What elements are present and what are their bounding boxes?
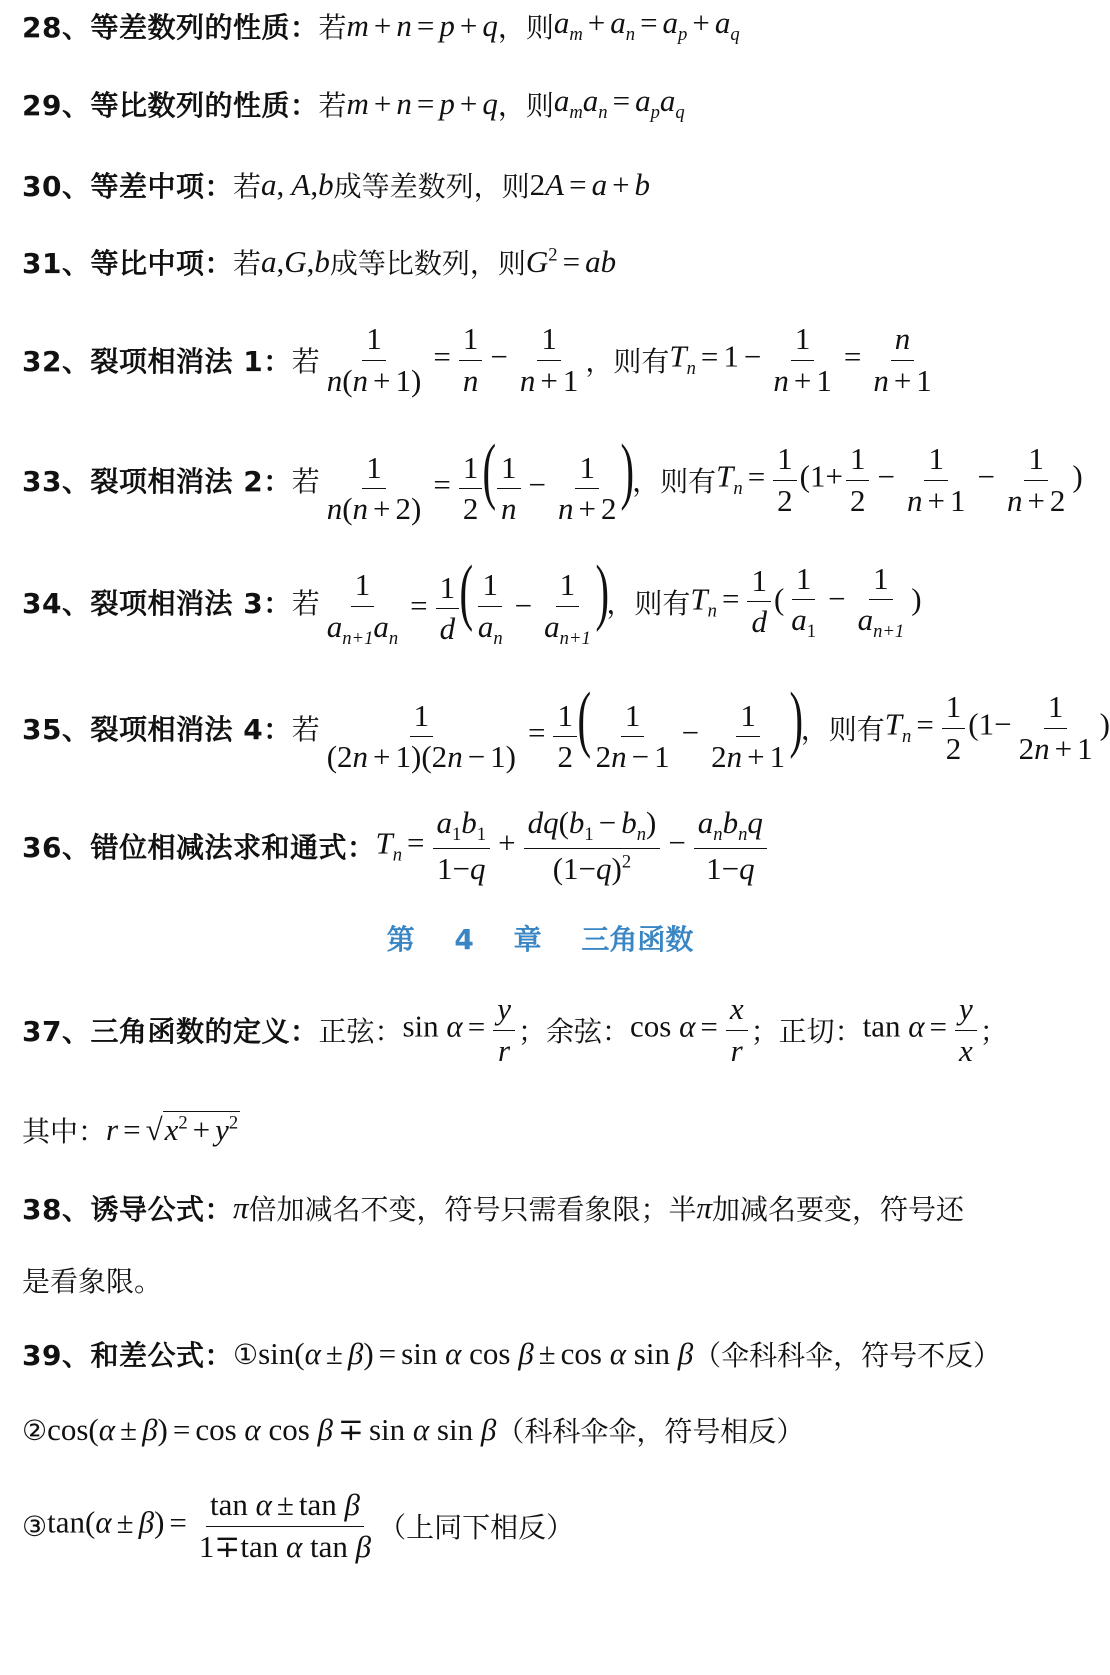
formula: $\frac{1}{(2n + 1)(2n - 1)}$ = $\frac{1}{2}$ ( $\frac{1}{2n - 1}$ − $\frac{1}{2n + 1}$ ) xyxy=(326,678,804,774)
item-39-line3 xyxy=(22,1486,1070,1566)
item-text: 成等差数列，则 xyxy=(333,170,530,203)
item-37 xyxy=(22,992,1070,1068)
formula: $T_n$ = $\frac{1}{2}$ (1− $\frac{1}{2n + 1}$ ) xyxy=(884,689,1110,766)
formula: $\frac{1}{a_{n+1}a_n}$ = $\frac{1}{d}$ ( $\frac{1}{a_n}$ − $\frac{1}{a_{n+1}}$ ) xyxy=(326,550,609,649)
item-38 xyxy=(22,1186,1070,1230)
formula: tan(α ± β) = $\frac{\text{tan α ± tan β}}{\text{1∓tan α tan β}}$ xyxy=(47,1487,372,1564)
item-text: 若 xyxy=(291,587,320,620)
formula: tan α = $\frac{y}{x}$ xyxy=(863,992,980,1067)
formula: $G^2$ = ab xyxy=(525,244,617,279)
item-text: ； xyxy=(979,1015,1008,1048)
item-text: 若 xyxy=(291,713,320,746)
item-text: ③ xyxy=(22,1509,48,1543)
formula: sin α = $\frac{y}{r}$ xyxy=(402,992,517,1067)
chapter-heading xyxy=(0,918,1080,962)
formula: m + n = p + q xyxy=(346,8,498,43)
formula: $a_ma_n = a_pa_q$ xyxy=(553,83,685,124)
formula: m + n = p + q xyxy=(346,86,498,121)
formula: $T_n = 1$ − $\frac{1}{n + 1}$ = $\frac{n}{n + 1}$ xyxy=(669,321,932,398)
item-label: 39、和差公式： xyxy=(22,1339,233,1372)
item-36 xyxy=(22,804,1070,888)
formula: $T_n$ = $\frac{a_1b_1}{1-q}$ + $\frac{dq(b_1 - b_n)}{(1-q)^2}$ − $\frac{a_nb_nq}{1-q}$ xyxy=(375,806,769,887)
formula: $T_n$ = $\frac{1}{d}$ ( $\frac{1}{a_1}$ − $\frac{1}{a_{n+1}}$ ) xyxy=(690,560,922,642)
formula: sin(α ± β) = sin α cos β ± cos α sin β xyxy=(258,1336,694,1371)
formula: $a_m + a_n = a_p + a_q$ xyxy=(553,5,740,46)
item-label: 38、诱导公式： xyxy=(22,1193,233,1226)
chapter-number: 第 4 章 xyxy=(386,923,542,956)
item-label: 37、三角函数的定义： xyxy=(22,1015,319,1048)
item-text: 加减名要变，符号还 xyxy=(712,1193,965,1226)
item-text: ，则有 xyxy=(585,345,670,378)
item-text: ② xyxy=(22,1413,48,1447)
formula: cos α = $\frac{x}{r}$ xyxy=(630,992,751,1067)
item-label: 36、错位相减法求和通式： xyxy=(22,831,376,864)
item-text: 正切： xyxy=(778,1015,863,1048)
item-39-line2 xyxy=(22,1408,1070,1452)
item-text: （科科伞伞，符号相反） xyxy=(496,1415,805,1448)
item-label: 32、裂项相消法 1： xyxy=(22,345,292,378)
item-text: ① xyxy=(232,1337,259,1371)
formula: a,G,b xyxy=(260,244,330,279)
item-28 xyxy=(22,4,1070,48)
item-text: 若 xyxy=(232,170,261,203)
item-31 xyxy=(22,240,1070,284)
item-text: 若 xyxy=(318,89,347,122)
item-32 xyxy=(22,318,1070,402)
item-text: ，则 xyxy=(497,11,554,44)
item-label: 31、等比中项： xyxy=(22,247,233,280)
item-label: 30、等差中项： xyxy=(22,170,233,203)
formula: 2A = a + b xyxy=(529,167,651,202)
item-text: （伞科科伞，符号不反） xyxy=(693,1339,1002,1372)
item-text: 倍加减名不变，符号只需看象限；半 xyxy=(248,1193,697,1226)
item-35 xyxy=(22,678,1110,774)
item-30 xyxy=(22,163,1070,207)
item-33 xyxy=(22,430,1083,526)
item-label: 34、裂项相消法 3： xyxy=(22,587,292,620)
item-29 xyxy=(22,82,1070,126)
formula: cos(α ± β) = cos α cos β ∓ sin α sin β xyxy=(47,1412,497,1447)
item-text: 成等比数列，则 xyxy=(329,247,526,280)
item-text: 其中： xyxy=(22,1115,107,1148)
item-text: ，则有 xyxy=(800,713,885,746)
item-label: 33、裂项相消法 2： xyxy=(22,465,292,498)
item-text: 若 xyxy=(291,345,320,378)
formula: $\frac{1}{n(n + 1)}$ = $\frac{1}{n}$ − $\frac{1}{n + 1}$ xyxy=(326,321,579,398)
where-line xyxy=(22,1106,1070,1154)
item-text: ，则 xyxy=(497,89,554,122)
item-text: 若 xyxy=(232,247,261,280)
item-38-line2 xyxy=(22,1258,1070,1302)
item-text: 是看象限。 xyxy=(22,1265,163,1298)
item-text: ，则有 xyxy=(606,587,691,620)
item-text: 若 xyxy=(318,11,347,44)
item-text: ； xyxy=(517,1015,546,1048)
item-text: 正弦： xyxy=(318,1015,403,1048)
item-34 xyxy=(22,550,1070,649)
formula: $T_n$ = $\frac{1}{2}$ (1+ $\frac{1}{2}$ − $\frac{1}{n + 1}$ − $\frac{1}{n + 2}$ ) xyxy=(716,441,1083,518)
item-label: 29、等比数列的性质： xyxy=(22,89,319,122)
item-label: 35、裂项相消法 4： xyxy=(22,713,292,746)
chapter-title: 三角函数 xyxy=(581,923,694,956)
item-label: 28、等差数列的性质： xyxy=(22,11,319,44)
item-text: 若 xyxy=(291,465,320,498)
formula: π xyxy=(232,1190,249,1225)
item-text: ，则有 xyxy=(632,465,717,498)
item-text: （上同下相反） xyxy=(378,1511,575,1544)
formula: $\frac{1}{n(n + 2)}$ = $\frac{1}{2}$ ( $\frac{1}{n}$ − $\frac{1}{n + 2}$ ) xyxy=(326,430,635,526)
item-text: ； xyxy=(750,1015,779,1048)
item-text: 余弦： xyxy=(545,1015,630,1048)
formula: $r = √x^2 + y^2$ xyxy=(106,1112,239,1147)
item-39 xyxy=(22,1332,1070,1376)
formula: π xyxy=(696,1190,713,1225)
formula: a, A,b xyxy=(260,167,334,202)
